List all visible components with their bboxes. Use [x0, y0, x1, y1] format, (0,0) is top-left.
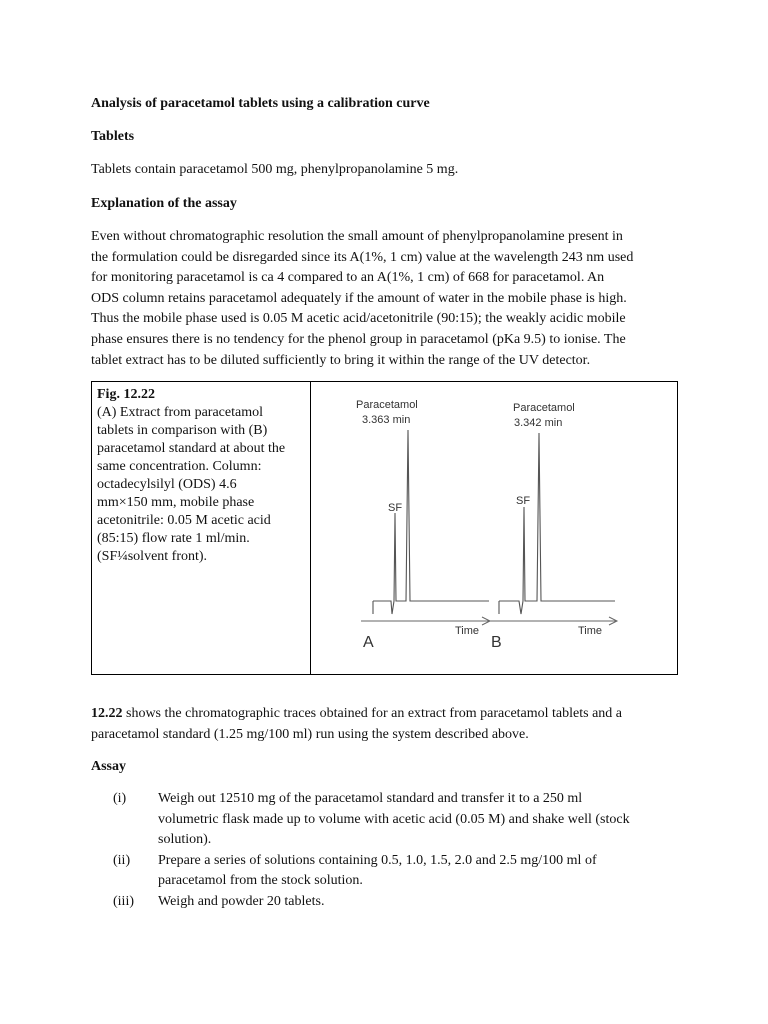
assay-item-line: Weigh out 12510 mg of the paracetamol standard and transfer it to a 250 ml — [158, 791, 583, 806]
tablets-heading: Tablets — [91, 129, 135, 144]
explanation-line: for monitoring paracetamol is ca 4 compared to an A(1%, 1 cm) of 668 for paracetamol. An — [91, 270, 605, 286]
explanation-paragraph — [91, 227, 681, 371]
caption-line: acetonitrile: 0.05 M acetic acid — [97, 513, 271, 528]
figure-title: Fig. 12.22 — [97, 387, 155, 402]
figure-reference-line — [91, 704, 681, 725]
assay-item-number: (iii) — [113, 893, 134, 909]
trace-b — [499, 433, 615, 614]
explanation-line: ODS column retains paracetamol adequately if the amount of water in the mobile phase is high. — [91, 290, 627, 306]
caption-line: (A) Extract from paracetamol — [97, 405, 263, 420]
assay-item-number: (i) — [113, 791, 127, 806]
time-label-b: Time — [578, 625, 603, 637]
assay-item — [91, 892, 681, 913]
assay-item-line: Weigh and powder 20 tablets. — [158, 893, 325, 909]
figure-reference-paragraph — [91, 704, 681, 745]
figure-caption — [92, 382, 310, 566]
retention-time-b: 3.342 min — [514, 417, 563, 429]
assay-item — [91, 789, 681, 851]
assay-item-line: solution). — [158, 832, 212, 847]
caption-line: mm×150 mm, mobile phase — [97, 495, 255, 510]
assay-item-text — [158, 789, 681, 851]
caption-line: octadecylsilyl (ODS) 4.6 — [97, 477, 237, 492]
solvent-front-label-b: SF — [516, 495, 531, 507]
tablets-text: Tablets contain paracetamol 500 mg, phenylpropanolamine 5 mg. — [91, 162, 459, 177]
assay-item-number: (ii) — [113, 852, 131, 868]
caption-line: tablets in comparison with (B) — [97, 423, 268, 438]
panel-label-a: A — [363, 634, 374, 651]
assay-item-text — [158, 851, 681, 892]
assay-item-line: paracetamol from the stock solution. — [158, 873, 363, 888]
assay-heading: Assay — [91, 759, 127, 774]
figure-reference-number: 12.22 — [91, 706, 123, 721]
assay-item-text — [158, 892, 681, 913]
explanation-line: Even without chromatographic resolution the small amount of phenylpropanolamine present in — [91, 229, 623, 244]
explanation-heading: Explanation of the assay — [91, 196, 237, 211]
figure-reference-text: shows the chromatographic traces obtained for an extract from paracetamol tablets and a — [122, 706, 623, 721]
trace-a — [373, 430, 489, 614]
solvent-front-label-a: SF — [388, 502, 403, 514]
figure-table — [91, 381, 678, 675]
assay-item — [91, 851, 681, 892]
assay-item-line: Prepare a series of solutions containing 0.5, 1.0, 1.5, 2.0 and 2.5 mg/100 ml of — [158, 852, 597, 868]
explanation-line: the formulation could be disregarded since its A(1%, 1 cm) value at the wavelength 243 nm used — [91, 249, 634, 265]
explanation-line: phase ensures there is no tendency for the phenol group in paracetamol (pKa 9.5) to ionise. The — [91, 331, 626, 347]
explanation-line: tablet extract has to be diluted sufficiently to bring it within the range of the UV detector. — [91, 352, 591, 368]
chromatogram-panel-a — [356, 399, 490, 651]
figure-reference-line: paracetamol standard (1.25 mg/100 ml) run using the system described above. — [91, 726, 529, 742]
assay-list — [91, 789, 681, 912]
assay-item-line: volumetric flask made up to volume with acetic acid (0.05 M) and shake well (stock — [158, 811, 630, 827]
caption-line: (85:15) flow rate 1 ml/min. — [97, 531, 250, 546]
figure-caption-cell — [92, 382, 311, 675]
explanation-line: Thus the mobile phase used is 0.05 M acetic acid/acetonitrile (90:15); the weakly acidic mobile — [91, 311, 626, 327]
caption-line: same concentration. Column: — [97, 459, 262, 474]
caption-line: (SF¼solvent front). — [97, 549, 208, 564]
peak-name-b: Paracetamol — [513, 402, 575, 414]
caption-line: paracetamol standard at about the — [97, 441, 286, 456]
figure-chromatogram-cell — [311, 382, 678, 675]
time-label-a: Time — [455, 625, 480, 637]
chromatogram-figure — [311, 382, 677, 669]
chromatogram-panel-b — [489, 402, 617, 651]
retention-time-a: 3.363 min — [362, 414, 411, 426]
panel-label-b: B — [491, 634, 502, 651]
peak-name-a: Paracetamol — [356, 399, 418, 411]
document-title: Analysis of paracetamol tablets using a calibration curve — [91, 96, 430, 111]
